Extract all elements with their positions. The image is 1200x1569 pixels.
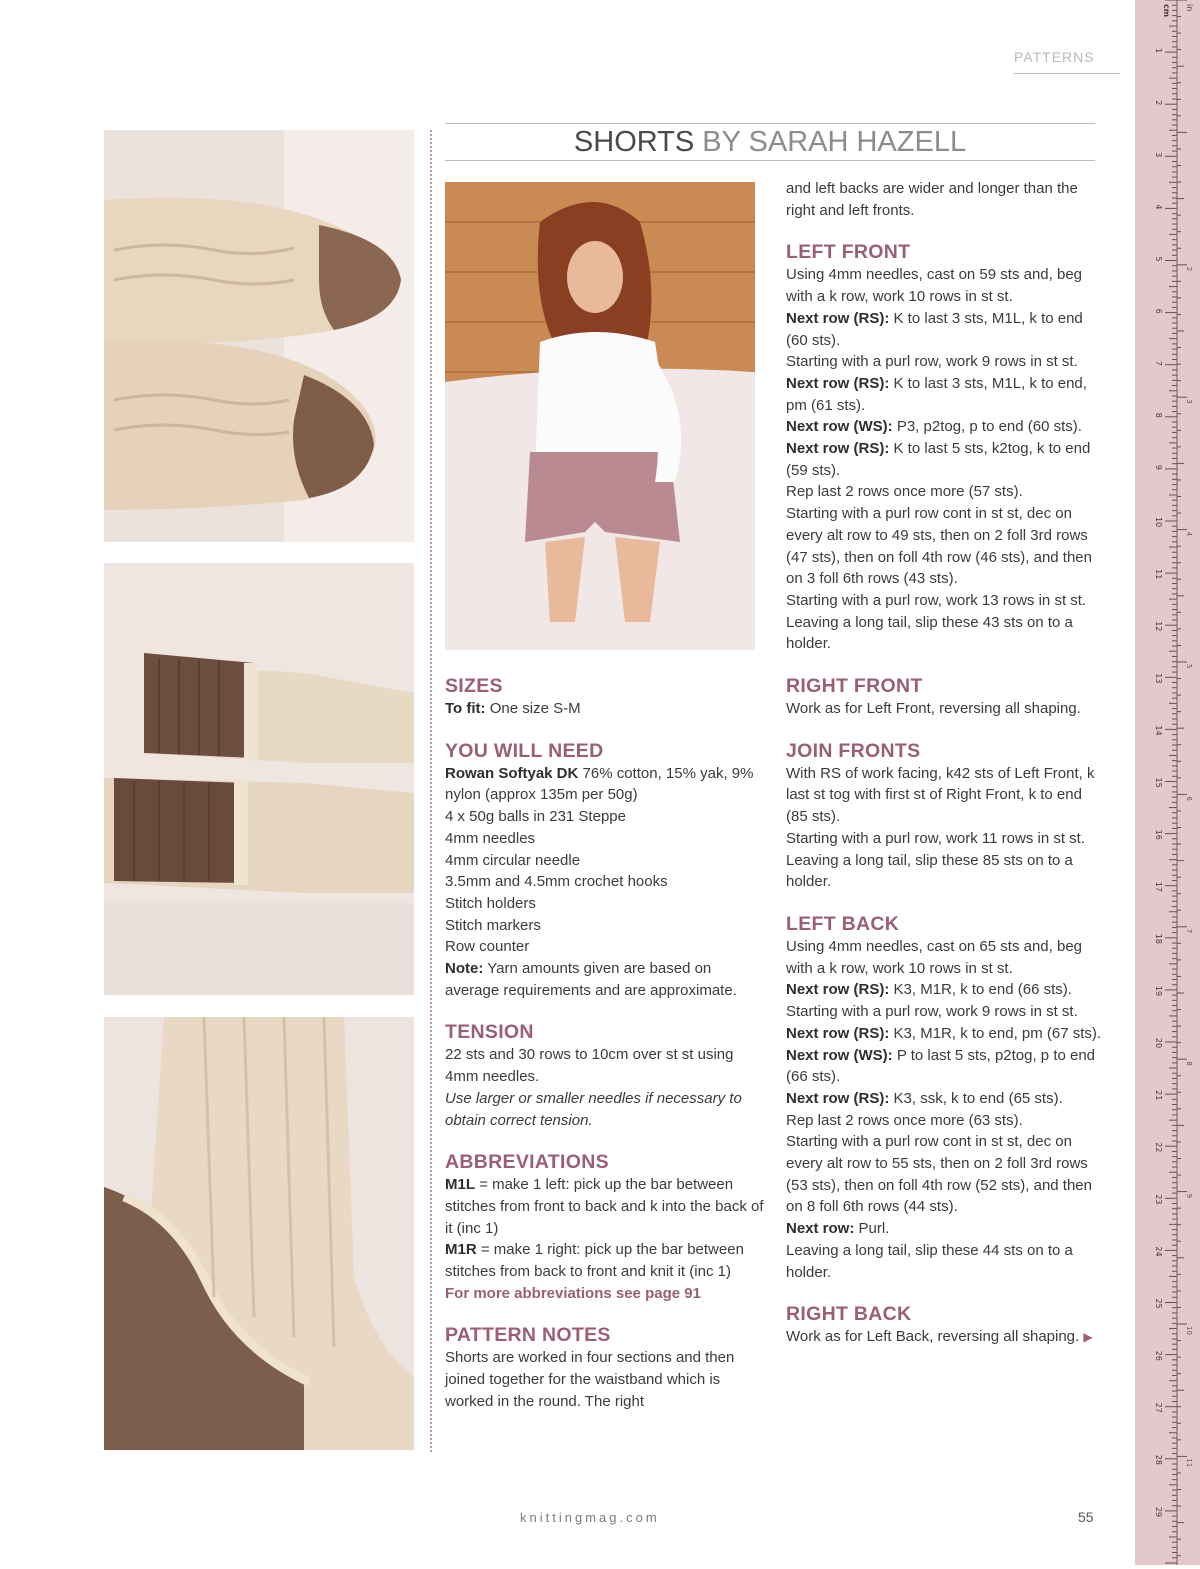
- ruler-cm-number: 26: [1154, 1350, 1163, 1361]
- ruler-inch-number: 10: [1185, 1326, 1193, 1335]
- row-text: K to last 5 sts, k2tog, k to end (59 sts).: [786, 440, 1091, 479]
- row-instruction: [786, 438, 1106, 481]
- ruler-inch-number: 6: [1185, 796, 1193, 801]
- instruction-line: Leaving a long tail, slip these 44 sts on to a holder.: [786, 1241, 1073, 1281]
- note-text: Yarn amounts given are based on average requirements and are approximate.: [445, 960, 737, 999]
- row-text: K3, M1R, k to end, pm (67 sts).: [889, 1024, 1102, 1042]
- sock-cuffs-photo: [104, 563, 414, 995]
- note-label: Note:: [445, 960, 484, 978]
- footer-website: knittingmag.com: [520, 1510, 660, 1525]
- ruler-cm-number: 23: [1154, 1194, 1163, 1205]
- row-label: Next row (RS):: [786, 1024, 890, 1042]
- left-back-heading: LEFT BACK: [786, 912, 900, 935]
- page-number: 55: [1078, 1509, 1094, 1525]
- yarn-label: Rowan Softyak DK: [445, 764, 579, 782]
- row-instruction: [786, 308, 1106, 351]
- ruler-cm-number: 11: [1154, 569, 1163, 580]
- sizes-heading: SIZES: [445, 675, 503, 697]
- ruler-inch-number: 11: [1185, 1458, 1193, 1468]
- ruler-cm-number: 2: [1154, 100, 1163, 106]
- row-label: Next row (RS):: [786, 981, 890, 999]
- yarn-line: [445, 763, 765, 806]
- pattern-notes-continued: and left backs are wider and longer than the right and left fronts.: [786, 180, 1078, 219]
- row-instruction: [786, 1023, 1106, 1045]
- ruler-cm-number: 18: [1154, 933, 1163, 944]
- ruler-cm-number: 6: [1154, 308, 1163, 314]
- ruler-cm-number: 5: [1154, 256, 1163, 262]
- ruler-inch-number: 9: [1185, 1193, 1193, 1199]
- need-item: Row counter: [445, 938, 530, 956]
- row-text: K3, M1R, k to end (66 sts).: [889, 981, 1072, 999]
- row-label: Next row (WS):: [786, 1046, 893, 1064]
- abbr-m1r: [445, 1239, 765, 1282]
- title-byline: BY SARAH HAZELL: [694, 126, 967, 158]
- pattern-notes-text: Shorts are worked in four sections and then joined together for the waistband which is worked in the round. The right: [445, 1349, 735, 1410]
- need-item: 4mm needles: [445, 829, 536, 847]
- sock-heel-photo: [104, 1017, 414, 1450]
- need-item: 4mm circular needle: [445, 851, 581, 869]
- ruler-cm-number: 16: [1154, 829, 1163, 840]
- ruler-cm-number: 12: [1154, 621, 1163, 632]
- instruction-line: [786, 1326, 1106, 1349]
- ruler-inch-number: 7: [1185, 928, 1193, 934]
- abbreviations-heading: ABBREVIATIONS: [445, 1151, 609, 1174]
- instruction-line: Starting with a purl row cont in st st, dec on every alt row to 49 sts, then on 2 foll 3rd rows (47 sts), then on foll 4th row (46 sts), and then on 3 foll 6th rows (43 sts).: [786, 505, 1092, 588]
- row-label: Next row (RS):: [786, 309, 890, 327]
- row-text: K to last 3 sts, M1L, k to end, pm (61 sts).: [786, 374, 1087, 414]
- row-label: Next row (RS):: [786, 440, 890, 458]
- yarn-desc: 76% cotton, 15% yak, 9% nylon (approx 135m per 50g): [445, 764, 754, 804]
- model-wearing-shorts-photo: [445, 182, 755, 650]
- pattern-notes-heading: PATTERN NOTES: [445, 1324, 611, 1347]
- ruler-cm-number: 13: [1154, 673, 1163, 684]
- right-back-text: Work as for Left Back, reversing all shaping.: [786, 1328, 1084, 1346]
- section-rule: [1014, 73, 1120, 74]
- ruler-cm-number: 8: [1154, 412, 1163, 418]
- instruction-line: Using 4mm needles, cast on 59 sts and, beg with a k row, work 10 rows in st st.: [786, 266, 1083, 306]
- ruler-inch-number: 8: [1185, 1061, 1193, 1066]
- page-title: [445, 124, 1095, 160]
- instruction-line: Starting with a purl row, work 9 rows in st st.: [786, 353, 1078, 371]
- sock-toes-photo: [104, 130, 414, 542]
- section-label: PATTERNS: [1014, 49, 1095, 65]
- row-text: K to last 3 sts, M1L, k to end (60 sts).: [786, 309, 1083, 349]
- abbr-m1l-text: = make 1 left: pick up the bar between stitches from front to back and k into the back of it (inc 1): [445, 1176, 764, 1237]
- instruction-line: Leaving a long tail, slip these 85 sts on to a holder.: [786, 851, 1073, 891]
- measuring-ruler: [1135, 0, 1200, 1565]
- need-item: Stitch holders: [445, 894, 536, 912]
- instruction-line: Work as for Left Front, reversing all shaping.: [786, 700, 1081, 718]
- join-fronts-heading: JOIN FRONTS: [786, 739, 921, 762]
- ruler-cm-number: 22: [1154, 1142, 1163, 1153]
- ruler-cm-number: 9: [1154, 464, 1163, 470]
- instruction-line: Rep last 2 rows once more (57 sts).: [786, 483, 1023, 501]
- row-label: Next row (WS):: [786, 418, 893, 436]
- pattern-column-left: [445, 674, 765, 1413]
- ruler-cm-number: 20: [1154, 1038, 1163, 1049]
- tension-heading: TENSION: [445, 1021, 534, 1044]
- ruler-cm-number: 28: [1154, 1454, 1163, 1465]
- row-instruction: [786, 1088, 1106, 1110]
- abbr-m1r-text: = make 1 right: pick up the bar between stitches from back to front and knit it (inc 1): [445, 1241, 744, 1281]
- continue-arrow-icon: ▶: [1083, 1330, 1093, 1345]
- ruler-cm-number: 21: [1154, 1090, 1163, 1101]
- row-label: Next row (RS):: [786, 1089, 890, 1107]
- row-label: Next row (RS):: [786, 374, 890, 392]
- you-will-need-heading: YOU WILL NEED: [445, 739, 604, 762]
- ruler-cm-number: 15: [1154, 777, 1163, 788]
- abbr-m1r-label: M1R: [445, 1241, 477, 1259]
- tension-text: 22 sts and 30 rows to 10cm over st st using 4mm needles.: [445, 1046, 734, 1086]
- right-back-heading: RIGHT BACK: [786, 1303, 912, 1326]
- right-front-heading: RIGHT FRONT: [786, 675, 923, 698]
- row-text: P3, p2tog, p to end (60 sts).: [892, 418, 1082, 436]
- more-abbreviations-link[interactable]: For more abbreviations see page 91: [445, 1284, 701, 1302]
- ruler-inch-number: 5: [1185, 664, 1193, 669]
- ruler-ticks: [1135, 0, 1200, 1565]
- abbr-m1l: [445, 1174, 765, 1239]
- left-front-heading: LEFT FRONT: [786, 241, 911, 264]
- ruler-cm-number: 7: [1154, 360, 1163, 366]
- ruler-cm-number: 1: [1154, 48, 1163, 54]
- sizes-fit-label: To fit:: [445, 700, 486, 717]
- title-main: SHORTS: [573, 126, 695, 158]
- instruction-line: Starting with a purl row, work 13 rows in st st.: [786, 591, 1087, 609]
- instruction-line: Starting with a purl row cont in st st, dec on every alt row to 55 sts, then on 2 foll 3rd rows (53 sts), then on foll 4th row (52 sts), and then on 8 foll 6th rows (44 sts).: [786, 1133, 1092, 1216]
- tension-note: [445, 1088, 765, 1131]
- sizes-fit: [445, 698, 765, 720]
- instruction-line: With RS of work facing, k42 sts of Left Front, k last st tog with first st of Right Front, k to end (85 sts).: [786, 764, 1095, 826]
- title-rule-bottom: [445, 160, 1095, 161]
- ruler-cm-number: 27: [1154, 1402, 1163, 1413]
- ruler-cm-number: 17: [1154, 881, 1163, 892]
- ruler-cm-label: cm: [1162, 4, 1171, 18]
- ruler-cm-number: 19: [1154, 985, 1163, 997]
- pattern-column-right: [786, 178, 1106, 1349]
- ruler-cm-number: 24: [1154, 1246, 1163, 1257]
- ruler-cm-number: 3: [1154, 152, 1163, 158]
- row-text: P to last 5 sts, p2tog, p to end (66 sts).: [786, 1046, 1096, 1086]
- row-label: Next row:: [786, 1220, 855, 1238]
- ruler-cm-number: 10: [1154, 517, 1163, 528]
- need-item: 4 x 50g balls in 231 Steppe: [445, 808, 626, 826]
- ruler-cm-number: 29: [1154, 1506, 1163, 1518]
- sizes-fit-value: One size S-M: [485, 700, 581, 717]
- row-text: Purl.: [854, 1220, 890, 1238]
- tension-note-text: Use larger or smaller needles if necessary to obtain correct tension.: [445, 1089, 742, 1129]
- row-instruction: [786, 979, 1106, 1001]
- instruction-line: Starting with a purl row, work 9 rows in st st.: [786, 1003, 1078, 1021]
- instruction-line: Using 4mm needles, cast on 65 sts and, beg with a k row, work 10 rows in st st.: [786, 937, 1083, 977]
- instruction-line: Rep last 2 rows once more (63 sts).: [786, 1111, 1023, 1129]
- ruler-inch-number: 3: [1185, 399, 1193, 404]
- row-instruction: [786, 373, 1106, 416]
- need-item: 3.5mm and 4.5mm crochet hooks: [445, 873, 668, 891]
- need-note: [445, 958, 765, 1001]
- ruler-cm-number: 25: [1154, 1298, 1163, 1309]
- row-text: K3, ssk, k to end (65 sts).: [889, 1089, 1063, 1107]
- ruler-inch-number: 4: [1185, 531, 1193, 537]
- instruction-line: Leaving a long tail, slip these 43 sts on to a holder.: [786, 613, 1073, 653]
- column-divider: [430, 130, 432, 1452]
- row-instruction: [786, 1045, 1106, 1088]
- instruction-line: Starting with a purl row, work 11 rows in st st.: [786, 829, 1085, 847]
- row-instruction: [786, 416, 1106, 438]
- ruler-cm-number: 14: [1154, 725, 1163, 736]
- abbr-m1l-label: M1L: [445, 1176, 475, 1194]
- ruler-inch-number: 2: [1185, 266, 1193, 272]
- ruler-cm-number: 4: [1154, 204, 1163, 210]
- row-instruction: [786, 1218, 1106, 1240]
- ruler-in-label: in: [1185, 4, 1194, 12]
- need-item: Stitch markers: [445, 916, 541, 934]
